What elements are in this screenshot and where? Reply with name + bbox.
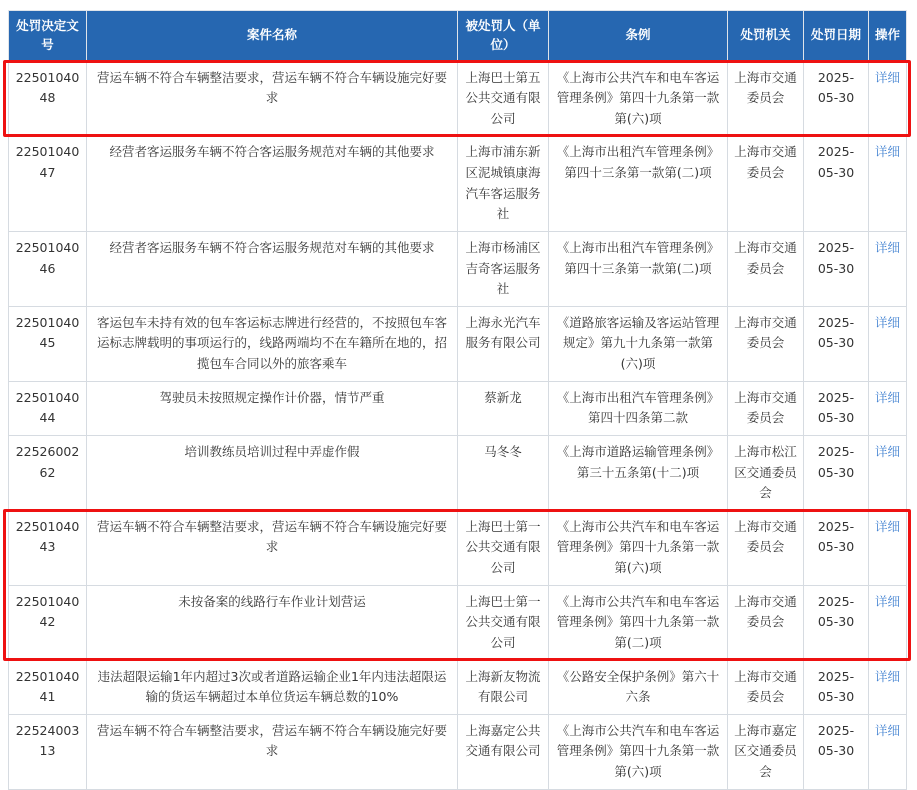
cell-date: 2025-05-30 — [804, 136, 869, 232]
cell-doc_no: 2250104045 — [9, 306, 87, 381]
cell-action — [869, 660, 907, 714]
column-header-case_name: 案件名称 — [87, 11, 458, 62]
table-row — [9, 306, 907, 381]
cell-action — [869, 61, 907, 136]
column-header-regulation: 条例 — [549, 11, 728, 62]
cell-punished: 蔡新龙 — [458, 381, 549, 435]
cell-doc_no: 2252400313 — [9, 714, 87, 789]
table-row — [9, 381, 907, 435]
cell-action — [869, 585, 907, 660]
cell-punished: 上海新友物流有限公司 — [458, 660, 549, 714]
penalty-table — [8, 10, 907, 790]
detail-link[interactable]: 详细 — [874, 69, 900, 85]
cell-date: 2025-05-30 — [804, 585, 869, 660]
table-row — [9, 510, 907, 585]
cell-action — [869, 306, 907, 381]
cell-action — [869, 231, 907, 306]
cell-doc_no: 2250104042 — [9, 585, 87, 660]
cell-punished: 上海巴士第一公共交通有限公司 — [458, 510, 549, 585]
column-header-action: 操作 — [869, 11, 907, 62]
cell-date: 2025-05-30 — [804, 306, 869, 381]
column-header-doc_no: 处罚决定文号 — [9, 11, 87, 62]
cell-regulation: 《上海市出租汽车管理条例》第四十三条第一款第(二)项 — [549, 136, 728, 232]
detail-link[interactable]: 详细 — [874, 668, 900, 684]
cell-regulation: 《上海市出租汽车管理条例》第四十四条第二款 — [549, 381, 728, 435]
cell-regulation: 《上海市公共汽车和电车客运管理条例》第四十九条第一款第(二)项 — [549, 585, 728, 660]
cell-doc_no: 2250104044 — [9, 381, 87, 435]
cell-date: 2025-05-30 — [804, 510, 869, 585]
cell-regulation: 《公路安全保护条例》第六十六条 — [549, 660, 728, 714]
cell-authority: 上海市交通委员会 — [728, 136, 804, 232]
cell-action — [869, 136, 907, 232]
cell-date: 2025-05-30 — [804, 231, 869, 306]
cell-authority: 上海市松江区交通委员会 — [728, 435, 804, 510]
cell-date: 2025-05-30 — [804, 435, 869, 510]
cell-case_name: 驾驶员未按照规定操作计价器，情节严重 — [87, 381, 458, 435]
cell-doc_no: 2250104048 — [9, 61, 87, 136]
cell-authority: 上海市交通委员会 — [728, 61, 804, 136]
cell-punished: 上海巴士第一公共交通有限公司 — [458, 585, 549, 660]
detail-link[interactable]: 详细 — [874, 722, 900, 738]
cell-regulation: 《上海市公共汽车和电车客运管理条例》第四十九条第一款第(六)项 — [549, 714, 728, 789]
table-row — [9, 660, 907, 714]
cell-punished: 马冬冬 — [458, 435, 549, 510]
table-row — [9, 435, 907, 510]
cell-date: 2025-05-30 — [804, 660, 869, 714]
cell-case_name: 经营者客运服务车辆不符合客运服务规范对车辆的其他要求 — [87, 231, 458, 306]
cell-doc_no: 2250104041 — [9, 660, 87, 714]
cell-regulation: 《上海市出租汽车管理条例》第四十三条第一款第(二)项 — [549, 231, 728, 306]
cell-case_name: 培训教练员培训过程中弄虚作假 — [87, 435, 458, 510]
table-row — [9, 714, 907, 789]
cell-punished: 上海永光汽车服务有限公司 — [458, 306, 549, 381]
detail-link[interactable]: 详细 — [874, 239, 900, 255]
cell-case_name: 营运车辆不符合车辆整洁要求，营运车辆不符合车辆设施完好要求 — [87, 714, 458, 789]
cell-regulation: 《上海市公共汽车和电车客运管理条例》第四十九条第一款第(六)项 — [549, 61, 728, 136]
column-header-authority: 处罚机关 — [728, 11, 804, 62]
table-row — [9, 61, 907, 136]
cell-case_name: 客运包车未持有效的包车客运标志牌进行经营的，不按照包车客运标志牌载明的事项运行的，线路两端均不在车籍所在地的，招揽包车合同以外的旅客乘车 — [87, 306, 458, 381]
detail-link[interactable]: 详细 — [874, 593, 900, 609]
cell-case_name: 未按备案的线路行车作业计划营运 — [87, 585, 458, 660]
detail-link[interactable]: 详细 — [874, 314, 900, 330]
cell-authority: 上海市交通委员会 — [728, 660, 804, 714]
cell-authority: 上海市交通委员会 — [728, 585, 804, 660]
cell-action — [869, 381, 907, 435]
cell-authority: 上海市交通委员会 — [728, 381, 804, 435]
cell-punished: 上海嘉定公共交通有限公司 — [458, 714, 549, 789]
cell-regulation: 《上海市道路运输管理条例》第三十五条第(十二)项 — [549, 435, 728, 510]
table-row — [9, 231, 907, 306]
cell-case_name: 营运车辆不符合车辆整洁要求，营运车辆不符合车辆设施完好要求 — [87, 61, 458, 136]
cell-action — [869, 435, 907, 510]
cell-date: 2025-05-30 — [804, 714, 869, 789]
cell-date: 2025-05-30 — [804, 381, 869, 435]
column-header-punished: 被处罚人（单位） — [458, 11, 549, 62]
cell-doc_no: 2252600262 — [9, 435, 87, 510]
detail-link[interactable]: 详细 — [874, 144, 900, 160]
cell-regulation: 《上海市公共汽车和电车客运管理条例》第四十九条第一款第(六)项 — [549, 510, 728, 585]
table-row — [9, 585, 907, 660]
cell-authority: 上海市交通委员会 — [728, 306, 804, 381]
cell-action — [869, 714, 907, 789]
cell-date: 2025-05-30 — [804, 61, 869, 136]
table-row — [9, 136, 907, 232]
cell-authority: 上海市交通委员会 — [728, 231, 804, 306]
table-header-row — [9, 11, 907, 62]
cell-doc_no: 2250104046 — [9, 231, 87, 306]
cell-authority: 上海市嘉定区交通委员会 — [728, 714, 804, 789]
cell-action — [869, 510, 907, 585]
cell-case_name: 营运车辆不符合车辆整洁要求，营运车辆不符合车辆设施完好要求 — [87, 510, 458, 585]
cell-authority: 上海市交通委员会 — [728, 510, 804, 585]
detail-link[interactable]: 详细 — [874, 518, 900, 534]
cell-punished: 上海巴士第五公共交通有限公司 — [458, 61, 549, 136]
cell-case_name: 经营者客运服务车辆不符合客运服务规范对车辆的其他要求 — [87, 136, 458, 232]
cell-regulation: 《道路旅客运输及客运站管理规定》第九十九条第一款第(六)项 — [549, 306, 728, 381]
cell-doc_no: 2250104043 — [9, 510, 87, 585]
detail-link[interactable]: 详细 — [874, 443, 900, 459]
column-header-date: 处罚日期 — [804, 11, 869, 62]
detail-link[interactable]: 详细 — [874, 389, 900, 405]
cell-case_name: 违法超限运输1年内超过3次或者道路运输企业1年内违法超限运输的货运车辆超过本单位货运车辆总数的10% — [87, 660, 458, 714]
cell-doc_no: 2250104047 — [9, 136, 87, 232]
cell-punished: 上海市浦东新区泥城镇康海汽车客运服务社 — [458, 136, 549, 232]
cell-punished: 上海市杨浦区吉奇客运服务社 — [458, 231, 549, 306]
